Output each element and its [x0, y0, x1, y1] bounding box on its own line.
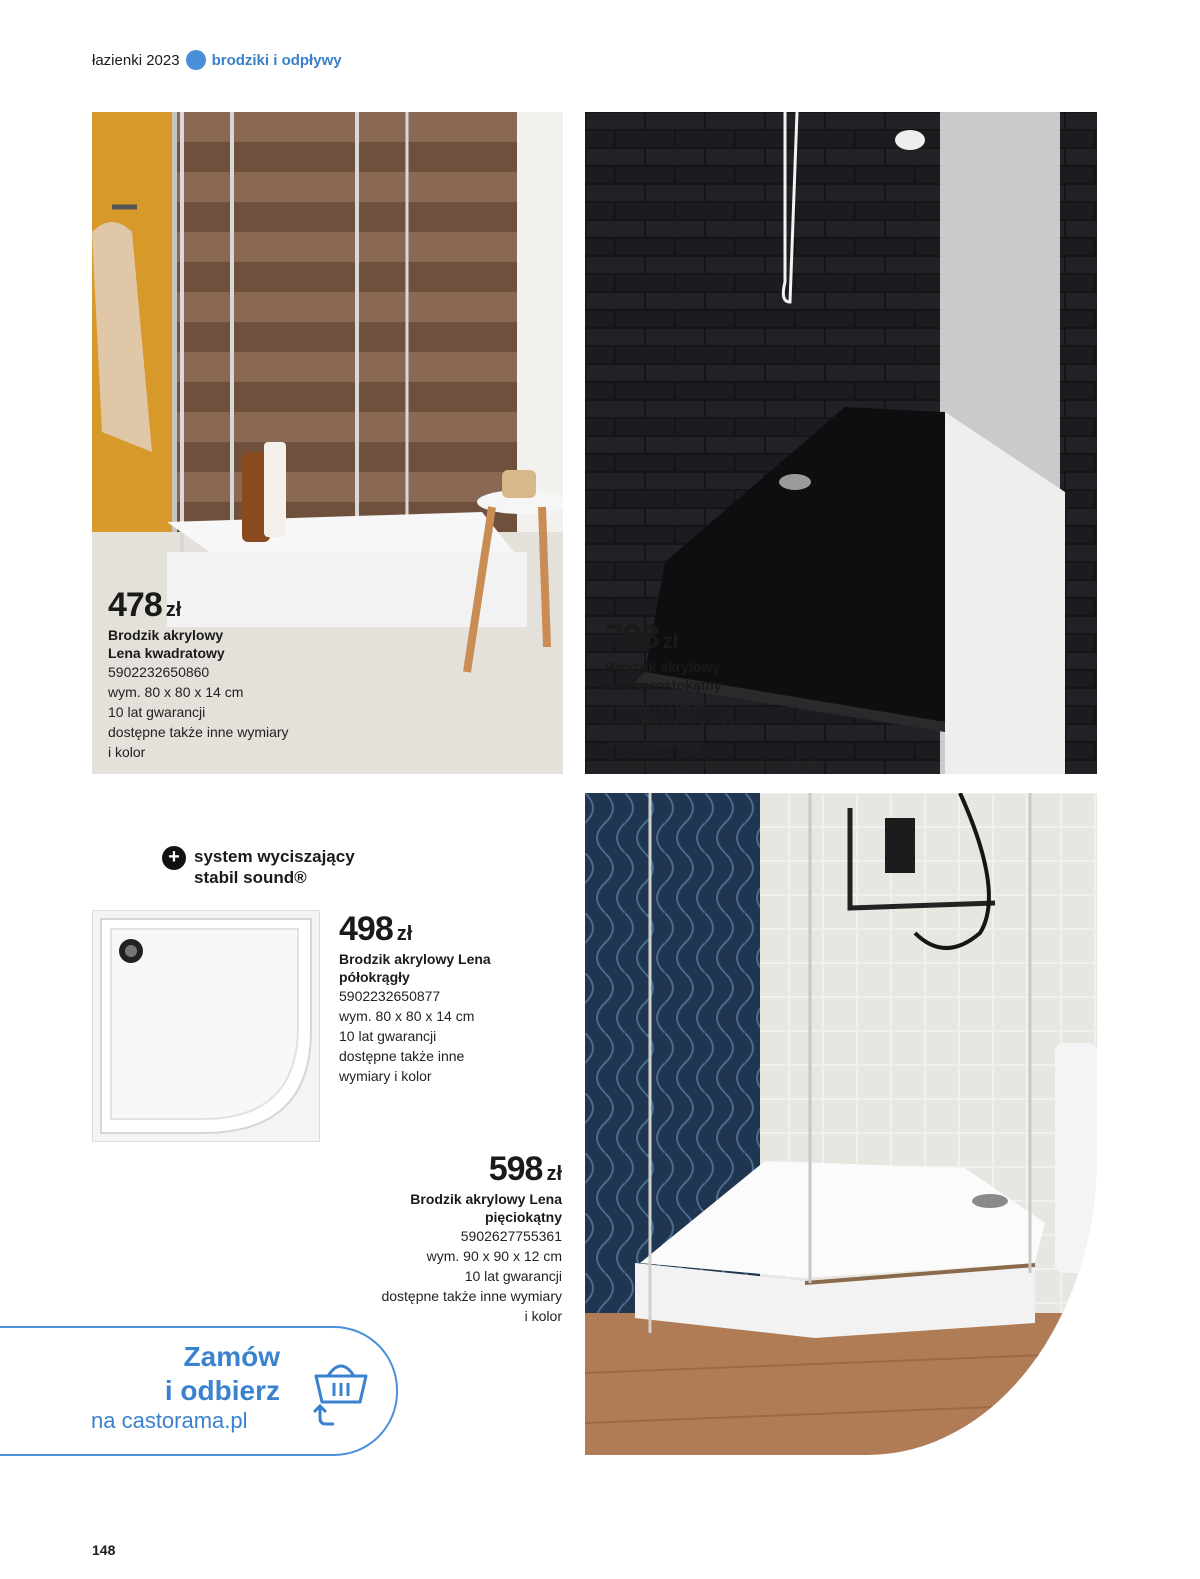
product-1-name: Brodzik akrylowy Lena kwadratowy — [108, 627, 225, 661]
product-2-variants: dostępne także inne wymiary i kolor — [605, 756, 827, 772]
product-3-info — [339, 912, 491, 1086]
product-4-name: Brodzik akrylowy Lena pięciokątny — [410, 1191, 562, 1225]
product-2-warranty: 10 lat gwarancji — [605, 736, 703, 752]
promo-link[interactable]: na castorama.pl — [91, 1408, 248, 1433]
product-2-dimensions: wym. 90 x 120 x 12 cm — [605, 716, 749, 732]
product-1-price: 478 zł — [108, 586, 182, 624]
product-3-dimensions: wym. 80 x 80 x 14 cm — [339, 1008, 475, 1024]
product-3-variants-cont: wymiary i kolor — [339, 1068, 432, 1084]
bathroom-scene-3 — [585, 793, 1097, 1455]
product-1-variants: dostępne także inne wymiary — [108, 724, 289, 740]
product-4-variants: dostępne także inne wymiary — [381, 1288, 562, 1304]
product-3-variants: dostępne także inne — [339, 1048, 465, 1064]
product-3-price: 498 zł — [339, 910, 413, 948]
feature-badge — [162, 846, 355, 888]
product-2-name: Brodzik akrylowy Lena prostokątny — [605, 659, 722, 693]
product-4-warranty: 10 lat gwarancji — [464, 1268, 562, 1284]
product-4-variants-cont: i kolor — [524, 1308, 562, 1324]
feature-badge-text: system wyciszający stabil sound® — [194, 847, 355, 887]
product-3-warranty: 10 lat gwarancji — [339, 1028, 437, 1044]
section-dot-icon — [186, 50, 206, 70]
product-4-price: 598 zł — [488, 1150, 562, 1188]
basket-icon — [310, 1356, 372, 1431]
product-4-ean: 5902627755361 — [460, 1228, 562, 1244]
product-1-info — [108, 588, 289, 762]
product-1-dimensions: wym. 80 x 80 x 14 cm — [108, 684, 244, 700]
product-1-ean: 5902232650860 — [108, 664, 210, 680]
product-1-warranty: 10 lat gwarancji — [108, 704, 206, 720]
product-2-price: 798 zł — [605, 618, 679, 656]
photo-pentagonal-tray — [585, 793, 1097, 1455]
page-number: 148 — [92, 1542, 116, 1558]
product-image-quarter-round-tray — [92, 910, 320, 1142]
catalog-title: łazienki 2023 — [92, 51, 180, 69]
product-3-name: Brodzik akrylowy Lena półokrągły — [339, 951, 491, 985]
promo-heading[interactable]: Zamów i odbierz — [164, 1341, 280, 1406]
product-4-dimensions: wym. 90 x 90 x 12 cm — [426, 1248, 562, 1264]
product-4-info — [381, 1152, 562, 1326]
product-2-ean: 5902627770494 — [605, 696, 707, 712]
product-2-info — [605, 620, 827, 774]
product-1-variants-cont: i kolor — [108, 744, 146, 760]
section-title: brodziki i odpływy — [211, 51, 342, 69]
quarter-round-tray-drawing — [93, 911, 319, 1141]
product-3-ean: 5902232650877 — [339, 988, 441, 1004]
page-header — [92, 50, 342, 70]
plus-icon: + — [162, 846, 186, 870]
